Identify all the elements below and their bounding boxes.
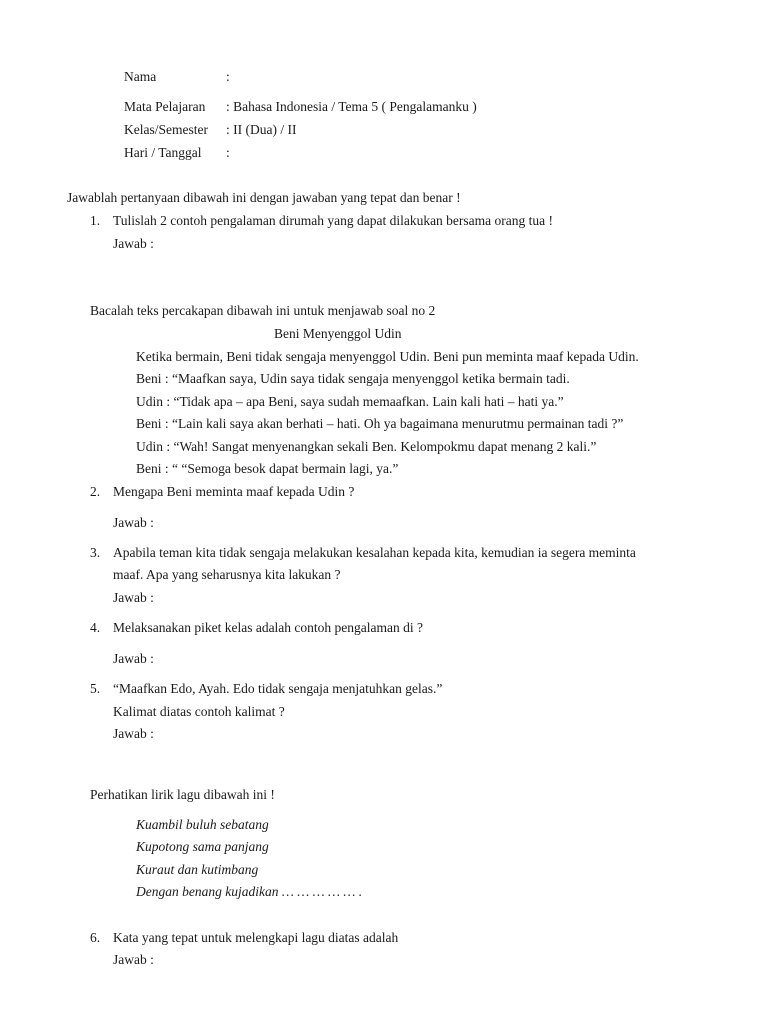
hari-colon: : bbox=[226, 145, 230, 160]
reading-line: Udin : “Tidak apa – apa Beni, saya sudah memaafkan. Lain kali hati – hati ya.” bbox=[136, 394, 564, 409]
q6-text: Kata yang tepat untuk melengkapi lagu diatas adalah bbox=[113, 930, 399, 945]
q2-answer: Jawab : bbox=[113, 515, 154, 530]
mapel-label: Mata Pelajaran bbox=[124, 99, 206, 114]
song-lyric-line: Kuambil buluh sebatang bbox=[136, 817, 269, 832]
q3-answer: Jawab : bbox=[113, 590, 154, 605]
reading-title: Beni Menyenggol Udin bbox=[274, 326, 402, 341]
song-lyric-line: Kupotong sama panjang bbox=[136, 839, 269, 854]
reading-line: Beni : “ “Semoga besok dapat bermain lagi, ya.” bbox=[136, 461, 399, 476]
mapel-value: : Bahasa Indonesia / Tema 5 ( Pengalamanku ) bbox=[226, 99, 477, 114]
q2-text: Mengapa Beni meminta maaf kepada Udin ? bbox=[113, 484, 355, 499]
reading-line: Udin : “Wah! Sangat menyenangkan sekali Ben. Kelompokmu dapat menang 2 kali.” bbox=[136, 439, 597, 454]
nama-label: Nama bbox=[124, 69, 157, 84]
q3-text-line-2: maaf. Apa yang seharusnya kita lakukan ? bbox=[113, 567, 341, 582]
q1-answer: Jawab : bbox=[113, 236, 154, 251]
reading-line: Beni : “Maafkan saya, Udin saya tidak sengaja menyenggol ketika bermain tadi. bbox=[136, 371, 570, 386]
q2-number: 2. bbox=[90, 484, 101, 499]
q5-answer: Jawab : bbox=[113, 726, 154, 741]
q3-number: 3. bbox=[90, 545, 101, 560]
song-lyric-line: Kuraut dan kutimbang bbox=[136, 862, 259, 877]
reading-intro: Bacalah teks percakapan dibawah ini untuk menjawab soal no 2 bbox=[90, 303, 436, 318]
q3-text-line-1: Apabila teman kita tidak sengaja melakukan kesalahan kepada kita, kemudian ia segera meminta bbox=[113, 545, 636, 560]
q6-answer: Jawab : bbox=[113, 952, 154, 967]
reading-line: Ketika bermain, Beni tidak sengaja menyenggol Udin. Beni pun meminta maaf kepada Udin. bbox=[136, 349, 639, 364]
q5-text-line-1: “Maafkan Edo, Ayah. Edo tidak sengaja menjatuhkan gelas.” bbox=[113, 681, 443, 696]
song-lyric-line: Dengan benang kujadikan … … … … … . bbox=[136, 884, 363, 899]
kelas-label: Kelas/Semester bbox=[124, 122, 208, 137]
hari-label: Hari / Tanggal bbox=[124, 145, 202, 160]
q1-number: 1. bbox=[90, 213, 101, 228]
instruction: Jawablah pertanyaan dibawah ini dengan jawaban yang tepat dan benar ! bbox=[67, 190, 461, 205]
reading-line: Beni : “Lain kali saya akan berhati – hati. Oh ya bagaimana menurutmu permainan tadi ?” bbox=[136, 416, 624, 431]
q4-number: 4. bbox=[90, 620, 101, 635]
q6-number: 6. bbox=[90, 930, 101, 945]
q5-number: 5. bbox=[90, 681, 101, 696]
song-intro: Perhatikan lirik lagu dibawah ini ! bbox=[90, 787, 275, 802]
q1-text: Tulislah 2 contoh pengalaman dirumah yang dapat dilakukan bersama orang tua ! bbox=[113, 213, 554, 228]
nama-colon: : bbox=[226, 69, 230, 84]
q4-text: Melaksanakan piket kelas adalah contoh pengalaman di ? bbox=[113, 620, 424, 635]
kelas-value: : II (Dua) / II bbox=[226, 122, 297, 137]
q4-answer: Jawab : bbox=[113, 651, 154, 666]
q5-text-line-2: Kalimat diatas contoh kalimat ? bbox=[113, 704, 285, 719]
